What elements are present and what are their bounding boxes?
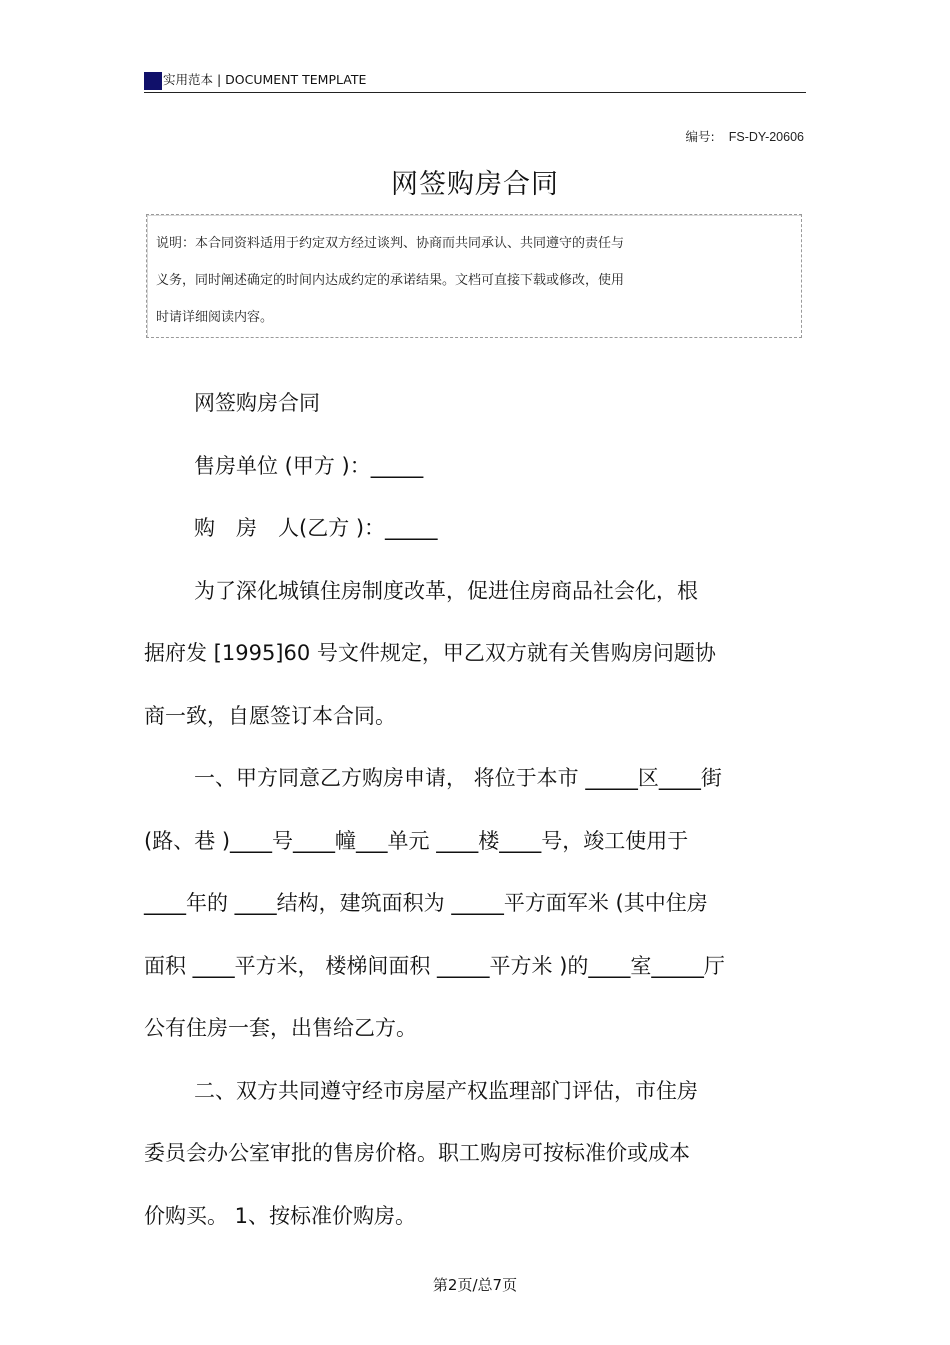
seller-line: 售房单位 (甲方 )：_____ <box>194 453 424 478</box>
body-line: 为了深化城镇住房制度改革，促进住房商品社会化，根 <box>194 578 698 603</box>
clause-1-line: 面积 ____平方米， 楼梯间面积 _____平方米 )的____室_____厅 <box>144 953 725 978</box>
page-header <box>144 70 806 93</box>
note-box <box>146 214 802 338</box>
document-title: 网签购房合同 <box>391 169 559 200</box>
contract-body <box>144 372 808 1247</box>
clause-1-line: 公有住房一套，出售给乙方。 <box>144 1016 417 1040</box>
note-text <box>156 225 746 336</box>
clause-1-line: 一、甲方同意乙方购房申请， 将位于本市 _____区____街 <box>194 766 722 790</box>
buyer-line: 购 房 人(乙方 )：_____ <box>194 516 438 540</box>
document-number-label: 编号: <box>685 129 715 144</box>
body-line: 商一致，自愿签订本合同。 <box>144 703 396 728</box>
note-line: 义务，同时阐述确定的时间内达成约定的承诺结果。文档可直接下载或修改，使用 <box>156 273 625 288</box>
logo-square-icon <box>144 72 162 90</box>
document-number <box>686 127 805 145</box>
note-line: 说明：本合同资料适用于约定双方经过谈判、协商而共同承认、共同遵守的责任与 <box>156 236 625 251</box>
header-text: 实用范本 | DOCUMENT TEMPLATE <box>163 72 367 87</box>
clause-1-line: ____年的 ____结构，建筑面积为 _____平方面军米 (其中住房 <box>144 891 708 915</box>
document-number-value: FS-DY-20606 <box>728 130 804 144</box>
clause-2-line: 价购买。 1、按标准价购房。 <box>144 1203 417 1228</box>
note-line: 时请详细阅读内容。 <box>156 310 274 325</box>
clause-1-line: (路、巷 )____号____幢___单元 ____楼____号，竣工使用于 <box>144 828 689 853</box>
body-heading: 网签购房合同 <box>194 391 320 415</box>
clause-2-line: 二、双方共同遵守经市房屋产权监理部门评估，市住房 <box>194 1078 698 1103</box>
clause-2-line: 委员会办公室审批的售房价格。职工购房可按标准价或成本 <box>144 1141 690 1165</box>
page-indicator: 第2页/总7页 <box>432 1276 518 1294</box>
body-line: 据府发 [1995]60 号文件规定，甲乙双方就有关售购房问题协 <box>144 641 716 665</box>
